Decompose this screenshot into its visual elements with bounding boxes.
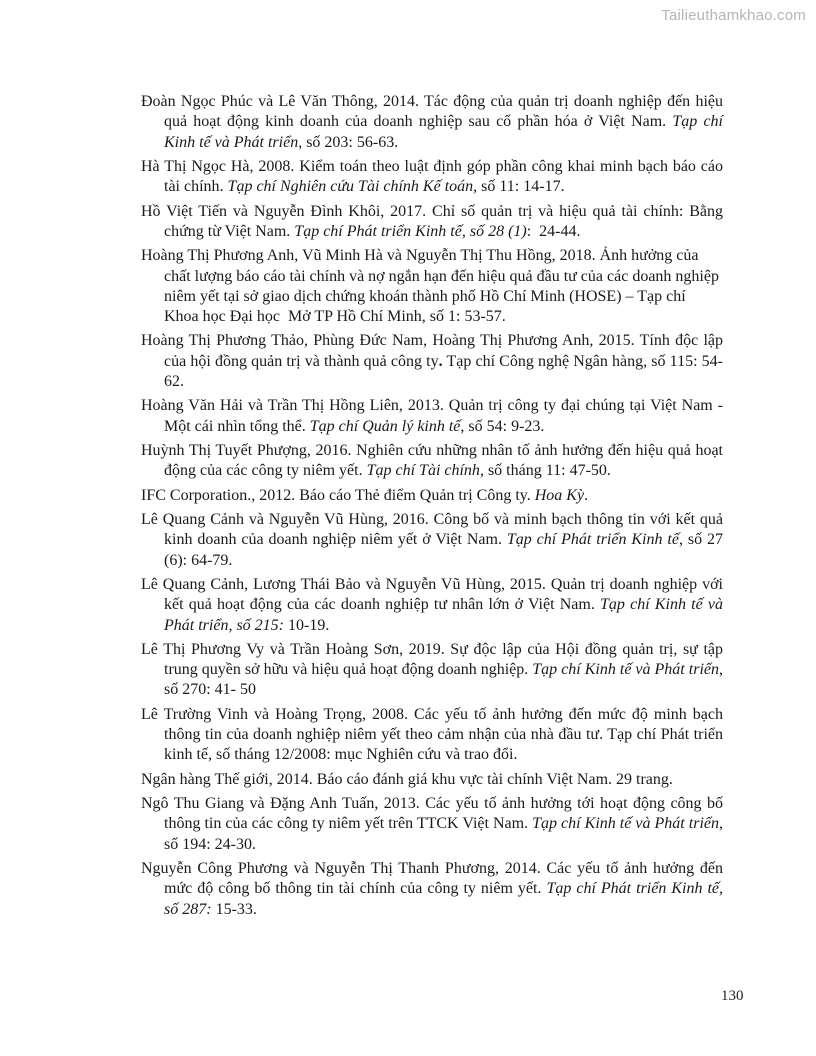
reference-text-segment: , số tháng 11: 47-50. [479, 462, 611, 480]
reference-text-segment: : 24-44. [526, 222, 581, 240]
reference-text-segment: , số 27 (6): 64-79. [164, 531, 724, 569]
reference-text-segment: Hồ Việt Tiến và Nguyễn Đình Khôi, 2017. Chỉ số quản trị và hiệu quả tài chính: Bằng chứng từ Việt Nam. [141, 202, 723, 240]
reference-text-segment: Tạp chí Tài chính [366, 462, 480, 480]
reference-entry [141, 859, 723, 920]
reference-entry [141, 202, 723, 243]
reference-entry [141, 794, 723, 855]
reference-text-segment: Ngô Thu Giang và Đặng Anh Tuấn, 2013. Các yếu tố ảnh hưởng tới hoạt động công bố thông tin của các công ty niêm yết trên TTCK Việt Nam. [141, 795, 723, 833]
reference-text-segment: , số 270: 41- 50 [164, 661, 723, 699]
reference-text-segment: , số 194: 24-30. [164, 815, 723, 853]
reference-text-segment: Hoàng Thị Phương Thảo, Phùng Đức Nam, Hoàng Thị Phương Anh, 2015. Tính độc lập của hội đồng quản trị và thành quả công ty [141, 332, 723, 370]
reference-text-segment: Lê Quang Cảnh, Lương Thái Bảo và Nguyễn Vũ Hùng, 2015. Quản trị doanh nghiệp với kết quả hoạt động của các doanh nghiệp tư nhân lớn ở Việt Nam. [141, 575, 723, 614]
reference-entry [141, 486, 723, 506]
reference-entry [141, 705, 723, 766]
reference-text-segment: , số 11: 14-17. [473, 178, 565, 196]
reference-list [141, 92, 723, 924]
reference-text-segment: Ngân hàng Thế giới, 2014. Báo cáo đánh giá khu vực tài chính Việt Nam. 29 trang. [141, 770, 673, 788]
reference-text-segment: Nguyễn Công Phương và Nguyễn Thị Thanh Phương, 2014. Các yếu tố ảnh hưởng đến mức độ công bố thông tin tài chính của công ty niêm yết. [141, 859, 723, 898]
reference-text-segment: Tạp chí Công nghệ Ngân hàng, số 115: 54-62. [164, 352, 723, 391]
reference-text-segment: IFC Corporation., 2012. Báo cáo Thẻ điểm Quản trị Công ty. [141, 486, 535, 504]
reference-text-segment: Lê Trường Vinh và Hoàng Trọng, 2008. Các yếu tố ảnh hưởng đến mức độ minh bạch thông tin của doanh nghiệp niêm yết theo cảm nhận của nhà đầu tư. Tạp chí Phát triển kinh tế, số tháng 12/2008: mục Nghiên cứu và trao đổi. [141, 705, 723, 764]
reference-entry [141, 92, 723, 153]
reference-text-segment: Lê Thị Phương Vy và Trần Hoàng Sơn, 2019. Sự độc lập của Hội đồng quản trị, sự tập trung quyền sở hữu và hiệu quả hoạt động doanh nghiệp. [141, 640, 723, 679]
reference-text-segment: Tạp chí Phát triển Kinh tế, số 28 (1) [294, 222, 527, 240]
reference-entry [141, 246, 723, 327]
watermark: Tailieuthamkhao.com [661, 7, 806, 24]
reference-entry [141, 640, 723, 701]
reference-text-segment: 10-19. [284, 616, 330, 634]
reference-text-segment: . [438, 352, 443, 370]
reference-text-segment: Tạp chí Nghiên cứu Tài chính Kế toán [227, 178, 474, 196]
reference-text-segment: Tạp chí Kinh tế và Phát triển [164, 113, 723, 151]
reference-text-segment: Tạp chí Quản lý kinh tế [309, 417, 461, 435]
reference-text-segment: Lê Quang Cảnh và Nguyễn Vũ Hùng, 2016. Công bố và minh bạch thông tin với kết quả kinh doanh của doanh nghiệp niêm yết ở Việt Nam. [141, 510, 723, 549]
reference-entry [141, 396, 723, 437]
reference-entry [141, 441, 723, 482]
page-number: 130 [721, 988, 744, 1004]
reference-text-segment: Tạp chí Phát triển Kinh tế, số 287: [164, 880, 724, 918]
reference-entry [141, 770, 723, 790]
reference-text-segment: , số 203: 56-63. [298, 133, 399, 151]
reference-text-segment: Hoàng Thị Phương Anh, Vũ Minh Hà và Nguyễn Thị Thu Hồng, 2018. Ảnh hưởng của chất lượng báo cáo tài chính và nợ ngắn hạn đến hiệu quả đầu tư của các doanh nghiệp niêm yết tại sở giao dịch chứng khoán thành phố Hồ Chí Minh (HOSE) – Tạp chí Khoa học Đại học Mở TP Hồ Chí Minh, số 1: 53-57. [141, 247, 719, 326]
reference-text-segment: Tạp chí Phát triển Kinh tế [506, 531, 679, 549]
reference-text-segment: 15-33. [211, 900, 257, 918]
reference-text-segment: . [584, 486, 589, 504]
reference-text-segment: Hoa Kỳ [534, 486, 585, 504]
reference-text-segment: Tạp chí Kinh tế và Phát triển, số 215: [164, 596, 723, 634]
reference-text-segment: Huỳnh Thị Tuyết Phượng, 2016. Nghiên cứu những nhân tố ảnh hưởng đến hiệu quả hoạt động của các công ty niêm yết. [141, 442, 723, 480]
reference-entry [141, 331, 723, 392]
reference-text-segment: Hoàng Văn Hải và Trần Thị Hồng Liên, 2013. Quản trị công ty đại chúng tại Việt Nam - Một cái nhìn tổng thể. [141, 397, 723, 435]
reference-text-segment: Tạp chí Kinh tế và Phát triển [532, 661, 719, 679]
reference-text-segment: Tạp chí Kinh tế và Phát triển [532, 815, 719, 833]
reference-entry [141, 575, 723, 636]
reference-text-segment: , số 54: 9-23. [460, 417, 545, 435]
reference-entry [141, 157, 723, 198]
reference-text-segment: Hà Thị Ngọc Hà, 2008. Kiểm toán theo luật định góp phần công khai minh bạch báo cáo tài chính. [141, 157, 723, 196]
reference-text-segment: Đoàn Ngọc Phúc và Lê Văn Thông, 2014. Tác động của quản trị doanh nghiệp đến hiệu quả hoạt động kinh doanh của doanh nghiệp sau cổ phần hóa ở Việt Nam. [141, 93, 723, 131]
reference-entry [141, 510, 723, 571]
